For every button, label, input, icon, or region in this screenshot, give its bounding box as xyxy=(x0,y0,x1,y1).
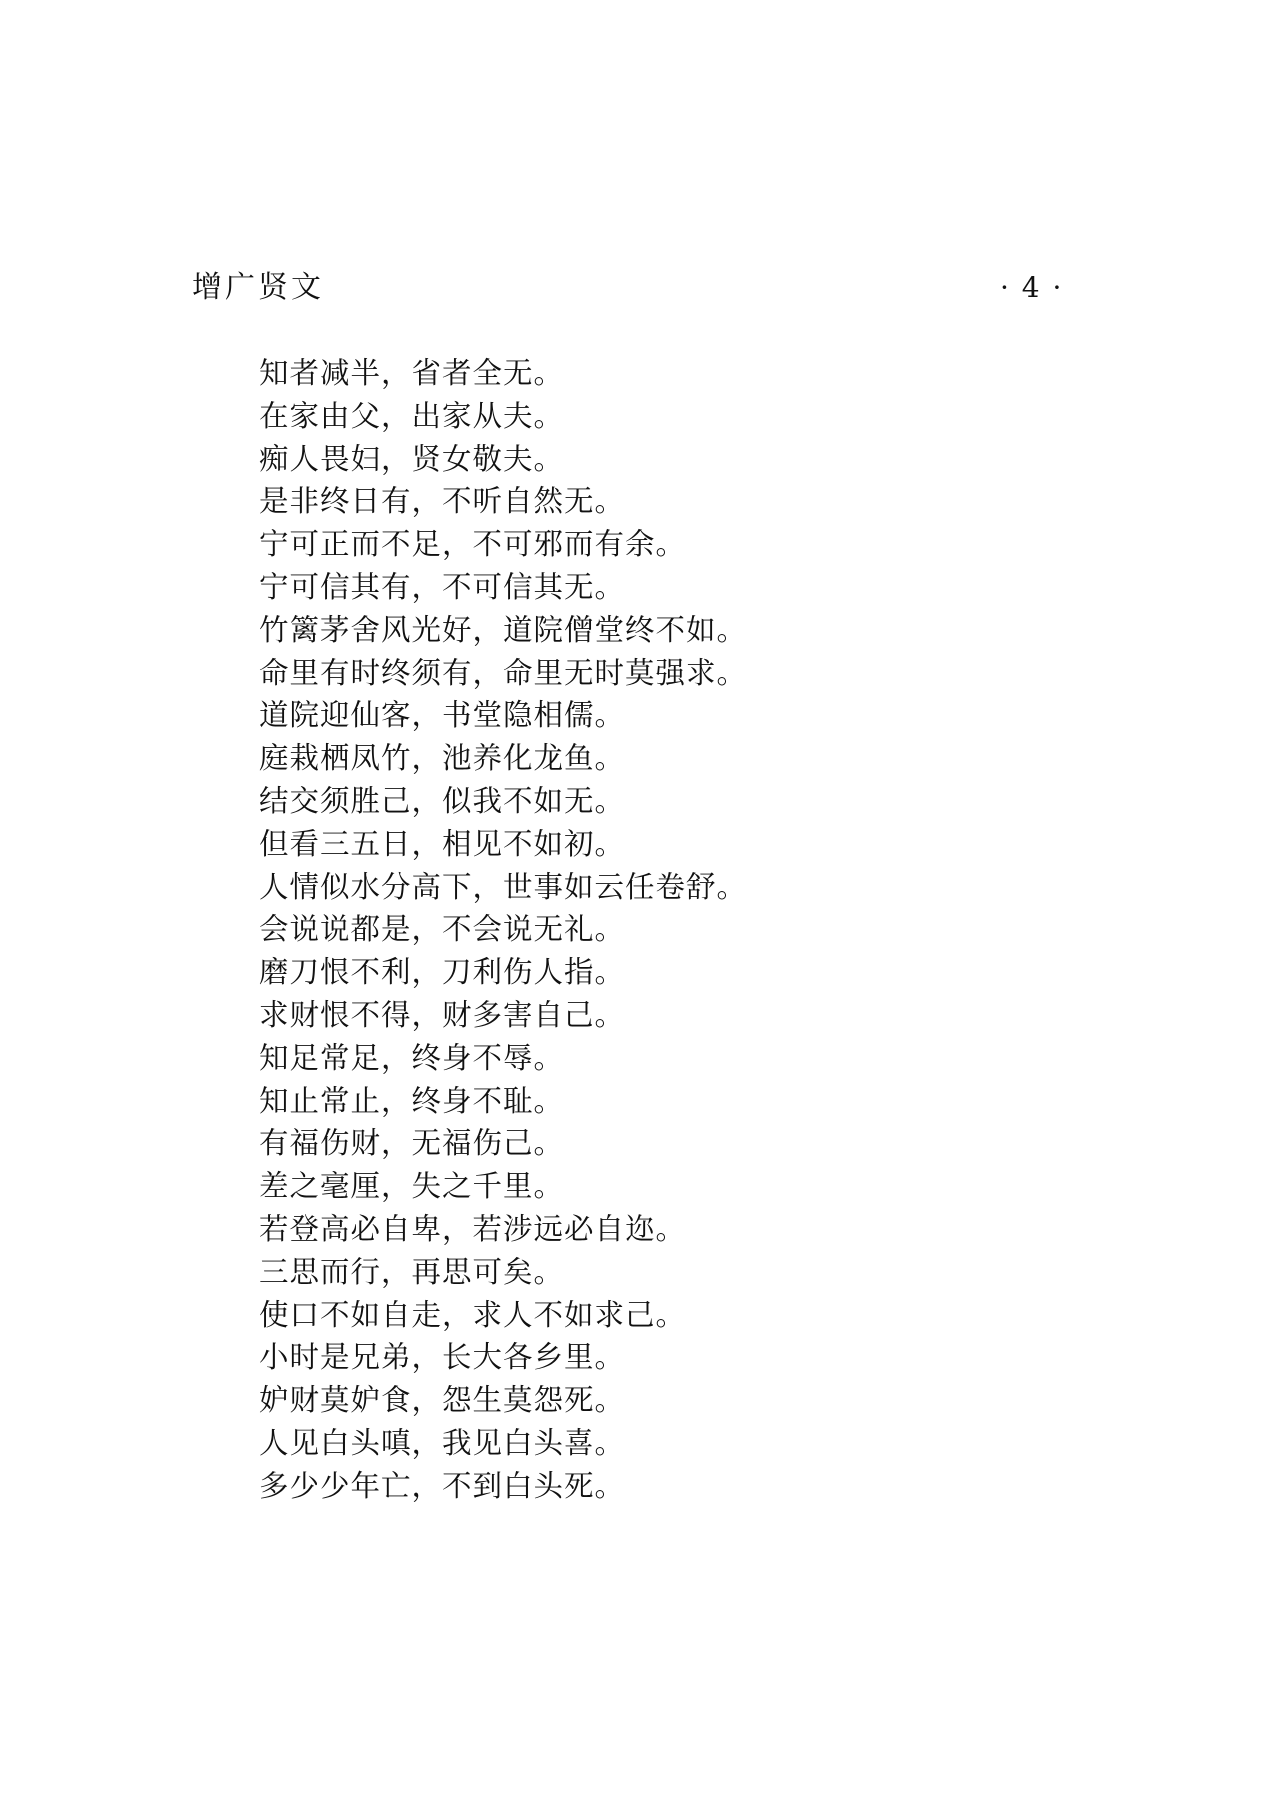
book-title: 增广贤文 xyxy=(192,270,324,305)
verse-line: 使口不如自走，求人不如求己。 xyxy=(259,1297,687,1332)
verse-line: 知足常足，终身不辱。 xyxy=(259,1040,565,1075)
verse-line: 多少少年亡，不到白头死。 xyxy=(259,1468,626,1503)
verse-line: 差之毫厘，失之千里。 xyxy=(259,1169,565,1204)
verse-line: 知者减半，省者全无。 xyxy=(259,356,565,390)
verse-line: 知止常止，终身不耻。 xyxy=(259,1083,565,1118)
verse-line: 若登高必自卑，若涉远必自迩。 xyxy=(259,1211,687,1246)
verse-line: 但看三五日，相见不如初。 xyxy=(259,826,626,861)
verse-line: 道院迎仙客，书堂隐相儒。 xyxy=(259,698,626,733)
verse-line: 结交须胜己，似我不如无。 xyxy=(259,783,626,818)
verse-line: 有福伤财，无福伤己。 xyxy=(259,1126,565,1161)
verse-line: 人情似水分高下，世事如云任卷舒。 xyxy=(259,869,748,904)
verse-line: 磨刀恨不利，刀利伤人指。 xyxy=(259,955,626,990)
verse-line: 宁可正而不足，不可邪而有余。 xyxy=(259,527,687,562)
verse-line: 人见白头嗔，我见白头喜。 xyxy=(259,1425,626,1460)
verse-line: 命里有时终须有，命里无时莫强求。 xyxy=(259,655,748,690)
verse-line: 宁可信其有，不可信其无。 xyxy=(259,569,626,604)
verse-line: 在家由父，出家从夫。 xyxy=(259,398,565,433)
verse-line: 妒财莫妒食，怨生莫怨死。 xyxy=(259,1383,626,1418)
verse-line: 会说说都是，不会说无礼。 xyxy=(259,912,626,947)
verse-list xyxy=(259,352,747,1508)
verse-line: 求财恨不得，财多害自己。 xyxy=(259,997,626,1032)
verse-line: 三思而行，再思可矣。 xyxy=(259,1254,565,1289)
verse-line: 竹篱茅舍风光好，道院僧堂终不如。 xyxy=(259,612,748,647)
verse-line: 庭栽栖凤竹，池养化龙鱼。 xyxy=(259,741,626,776)
verse-line: 是非终日有，不听自然无。 xyxy=(259,484,626,519)
verse-line: 痴人畏妇，贤女敬夫。 xyxy=(259,441,565,476)
page-number: · 4 · xyxy=(1000,271,1064,304)
page-header xyxy=(0,0,1283,320)
verse-line: 小时是兄弟，长大各乡里。 xyxy=(259,1340,626,1375)
